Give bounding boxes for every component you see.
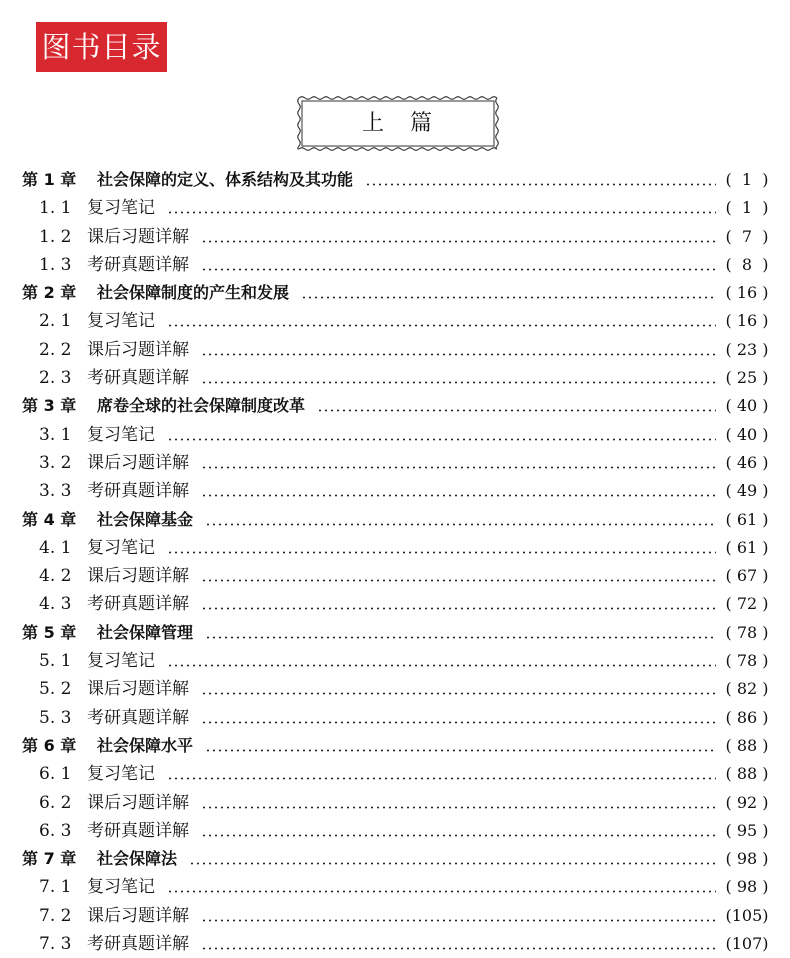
page-number: ( 1 ) — [725, 170, 769, 189]
toc-section-row[interactable] — [0, 534, 790, 562]
toc-section-row[interactable] — [0, 817, 790, 845]
section-title: 课后习题详解 — [87, 452, 189, 473]
toc-chapter-row[interactable] — [0, 279, 790, 307]
section-title: 复习笔记 — [87, 424, 155, 445]
dot-leader — [189, 862, 716, 865]
dot-leader — [317, 409, 716, 412]
page-number: ( 82 ) — [725, 679, 769, 699]
section-number: 1. 3 — [39, 254, 72, 275]
section-title: 考研真题详解 — [87, 594, 189, 615]
section-title: 复习笔记 — [87, 537, 155, 558]
dot-leader — [201, 494, 716, 497]
page-number: ( 92 ) — [725, 792, 769, 812]
dot-leader — [167, 211, 716, 214]
toc-section-row[interactable] — [0, 675, 790, 703]
page-number: ( 88 ) — [725, 735, 769, 755]
page-number: ( 16 ) — [725, 283, 769, 303]
toc-section-row[interactable] — [0, 590, 790, 618]
dot-leader — [201, 381, 716, 384]
dot-leader — [205, 636, 716, 639]
section-number: 5. 1 — [39, 651, 72, 672]
section-title: 考研真题详解 — [87, 934, 189, 955]
section-title: 复习笔记 — [87, 877, 155, 898]
dot-leader — [201, 466, 716, 469]
section-number: 6. 2 — [39, 792, 72, 813]
dot-leader — [167, 777, 716, 780]
toc-section-row[interactable] — [0, 194, 790, 222]
toc-section-row[interactable] — [0, 930, 790, 958]
section-number: 7. 1 — [39, 877, 72, 898]
chapter-number: 第 5 章 — [22, 622, 77, 642]
chapter-title: 社会保障制度的产生和发展 — [97, 283, 290, 303]
page-number: ( 98 ) — [725, 877, 769, 897]
dot-leader — [201, 240, 716, 243]
section-number: 4. 3 — [39, 594, 72, 615]
section-title: 复习笔记 — [87, 651, 155, 672]
toc-section-row[interactable] — [0, 307, 790, 335]
toc-chapter-row[interactable] — [0, 619, 790, 647]
toc-section-row[interactable] — [0, 789, 790, 817]
part-title: 上 篇 — [361, 111, 434, 136]
toc-section-row[interactable] — [0, 223, 790, 251]
toc-section-row[interactable] — [0, 562, 790, 590]
dot-leader — [201, 721, 716, 724]
toc-section-row[interactable] — [0, 760, 790, 788]
dot-leader — [205, 749, 716, 752]
toc-section-row[interactable] — [0, 477, 790, 505]
section-number: 6. 1 — [39, 764, 72, 785]
page-number: ( 40 ) — [725, 424, 769, 444]
toc-section-row[interactable] — [0, 364, 790, 392]
dot-leader — [167, 664, 716, 667]
table-of-contents-badge: 图书目录 — [36, 22, 167, 72]
chapter-title: 社会保障法 — [97, 849, 178, 869]
section-number: 5. 3 — [39, 707, 72, 728]
section-title: 考研真题详解 — [87, 254, 189, 275]
dot-leader — [201, 947, 716, 950]
page-number: ( 88 ) — [725, 764, 769, 784]
section-title: 复习笔记 — [87, 764, 155, 785]
page-number: ( 72 ) — [725, 594, 769, 614]
section-title: 课后习题详解 — [87, 226, 189, 247]
section-number: 6. 3 — [39, 820, 72, 841]
page-number: ( 8 ) — [725, 254, 769, 274]
dot-leader — [167, 551, 716, 554]
dot-leader — [201, 579, 716, 582]
page-number: ( 95 ) — [725, 820, 769, 840]
dot-leader — [201, 806, 716, 809]
section-number: 1. 2 — [39, 226, 72, 247]
toc-section-row[interactable] — [0, 251, 790, 279]
toc-chapter-row[interactable] — [0, 732, 790, 760]
section-number: 2. 1 — [39, 311, 72, 332]
dot-leader — [167, 438, 716, 441]
dot-leader — [205, 523, 716, 526]
dot-leader — [201, 607, 716, 610]
section-title: 课后习题详解 — [87, 792, 189, 813]
section-number: 3. 2 — [39, 452, 72, 473]
chapter-title: 社会保障管理 — [97, 622, 194, 642]
page-number: ( 25 ) — [725, 368, 769, 388]
page-number: ( 7 ) — [725, 226, 769, 246]
section-number: 3. 3 — [39, 481, 72, 502]
chapter-number: 第 2 章 — [22, 283, 77, 303]
page-number: ( 61 ) — [725, 509, 769, 529]
toc-chapter-row[interactable] — [0, 845, 790, 873]
chapter-number: 第 4 章 — [22, 509, 77, 529]
section-number: 1. 1 — [39, 198, 72, 219]
dot-leader — [201, 834, 716, 837]
toc-section-row[interactable] — [0, 704, 790, 732]
dot-leader — [201, 353, 716, 356]
section-number: 2. 3 — [39, 368, 72, 389]
toc-section-row[interactable] — [0, 647, 790, 675]
section-title: 考研真题详解 — [87, 368, 189, 389]
section-title: 考研真题详解 — [87, 820, 189, 841]
section-title: 课后习题详解 — [87, 679, 189, 700]
page-number: ( 78 ) — [725, 651, 769, 671]
chapter-title: 社会保障基金 — [97, 509, 194, 529]
page-number: ( 49 ) — [725, 481, 769, 501]
section-title: 课后习题详解 — [87, 905, 189, 926]
toc-chapter-row[interactable] — [0, 166, 790, 194]
chapter-number: 第 6 章 — [22, 735, 77, 755]
page-number: ( 78 ) — [725, 622, 769, 642]
page-number: ( 40 ) — [725, 396, 769, 416]
section-number: 4. 2 — [39, 566, 72, 587]
page-number: ( 61 ) — [725, 537, 769, 557]
dot-leader — [167, 324, 716, 327]
toc-section-row[interactable] — [0, 902, 790, 930]
section-title: 课后习题详解 — [87, 566, 189, 587]
chapter-title: 社会保障水平 — [97, 735, 194, 755]
section-title: 考研真题详解 — [87, 707, 189, 728]
section-number: 7. 3 — [39, 934, 72, 955]
chapter-number: 第 3 章 — [22, 396, 77, 416]
toc-section-row[interactable] — [0, 336, 790, 364]
page-number: (105) — [725, 905, 769, 925]
chapter-title: 社会保障的定义、体系结构及其功能 — [97, 170, 354, 189]
toc-chapter-row[interactable] — [0, 506, 790, 534]
section-number: 4. 1 — [39, 537, 72, 558]
section-number: 2. 2 — [39, 339, 72, 360]
section-title: 复习笔记 — [87, 311, 155, 332]
toc-section-row[interactable] — [0, 421, 790, 449]
dot-leader — [365, 183, 716, 186]
page-number: ( 98 ) — [725, 849, 769, 869]
toc-section-row[interactable] — [0, 449, 790, 477]
section-title: 课后习题详解 — [87, 339, 189, 360]
dot-leader — [167, 890, 716, 893]
page-number: ( 67 ) — [725, 566, 769, 586]
chapter-number: 第 7 章 — [22, 849, 77, 869]
chapter-number: 第 1 章 — [22, 170, 77, 189]
section-number: 5. 2 — [39, 679, 72, 700]
page-number: ( 16 ) — [725, 311, 769, 331]
dot-leader — [201, 919, 716, 922]
dot-leader — [201, 268, 716, 271]
page-number: (107) — [725, 934, 769, 954]
section-number: 7. 2 — [39, 905, 72, 926]
dot-leader — [301, 296, 716, 299]
toc-section-row[interactable] — [0, 873, 790, 901]
section-number: 3. 1 — [39, 424, 72, 445]
table-of-contents — [0, 166, 790, 958]
page-number: ( 86 ) — [725, 707, 769, 727]
section-title: 复习笔记 — [87, 198, 155, 219]
chapter-title: 席卷全球的社会保障制度改革 — [97, 396, 306, 416]
section-title: 考研真题详解 — [87, 481, 189, 502]
page-number: ( 23 ) — [725, 339, 769, 359]
page-number: ( 1 ) — [725, 198, 769, 218]
dot-leader — [201, 692, 716, 695]
page-number: ( 46 ) — [725, 452, 769, 472]
toc-chapter-row[interactable] — [0, 392, 790, 420]
